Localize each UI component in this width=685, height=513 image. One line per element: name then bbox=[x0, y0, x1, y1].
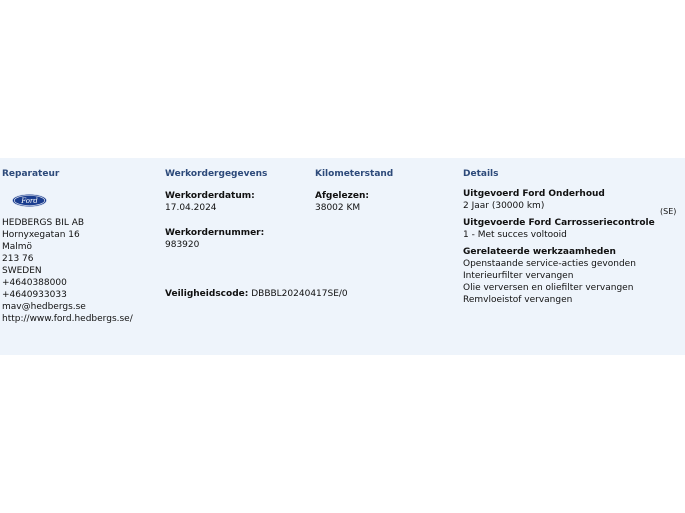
body-check-label: Uitgevoerde Ford Carrosseriecontrole bbox=[463, 218, 655, 228]
security-code-label: Veiligheidscode: bbox=[165, 289, 249, 299]
service-value: 2 Jaar (30000 km) bbox=[463, 201, 545, 211]
repairer-fax: +4640933033 bbox=[2, 290, 67, 300]
repairer-header: Reparateur bbox=[2, 169, 60, 179]
related-work-label: Gerelateerde werkzaamheden bbox=[463, 247, 616, 257]
svg-text:Ford: Ford bbox=[21, 197, 38, 205]
service-label: Uitgevoerd Ford Onderhoud bbox=[463, 189, 605, 199]
repairer-postcode: 213 76 bbox=[2, 254, 34, 264]
body-check-value: 1 - Met succes voltooid bbox=[463, 230, 567, 240]
repairer-country: SWEDEN bbox=[2, 266, 42, 276]
repairer-email: mav@hedbergs.se bbox=[2, 302, 86, 312]
workorder-header: Werkordergegevens bbox=[165, 169, 268, 179]
workorder-date-value: 17.04.2024 bbox=[165, 203, 217, 213]
mileage-read-label: Afgelezen: bbox=[315, 191, 369, 201]
related-work-item: Interieurfilter vervangen bbox=[463, 271, 574, 281]
security-code-value: DBBBL20240417SE/0 bbox=[251, 289, 348, 299]
workorder-number-label: Werkordernummer: bbox=[165, 228, 265, 238]
repairer-name: HEDBERGS BIL AB bbox=[2, 218, 85, 228]
related-work-item: Remvloeistof vervangen bbox=[463, 295, 573, 305]
repairer-website: http://www.ford.hedbergs.se/ bbox=[2, 314, 133, 324]
workorder-number-value: 983920 bbox=[165, 240, 200, 250]
repairer-street: Hornyxegatan 16 bbox=[2, 230, 80, 240]
related-work-item: Openstaande service-acties gevonden bbox=[463, 259, 636, 269]
country-code: (SE) bbox=[660, 207, 677, 216]
details-header: Details bbox=[463, 169, 499, 179]
mileage-read-value: 38002 KM bbox=[315, 203, 361, 213]
repairer-city: Malmö bbox=[2, 242, 33, 252]
mileage-header: Kilometerstand bbox=[315, 169, 394, 179]
repairer-phone: +4640388000 bbox=[2, 278, 67, 288]
security-code bbox=[165, 288, 348, 300]
workorder-date-label: Werkorderdatum: bbox=[165, 191, 255, 201]
ford-logo bbox=[12, 194, 47, 207]
workorder-panel bbox=[0, 158, 685, 355]
related-work-item: Olie verversen en oliefilter vervangen bbox=[463, 283, 634, 293]
